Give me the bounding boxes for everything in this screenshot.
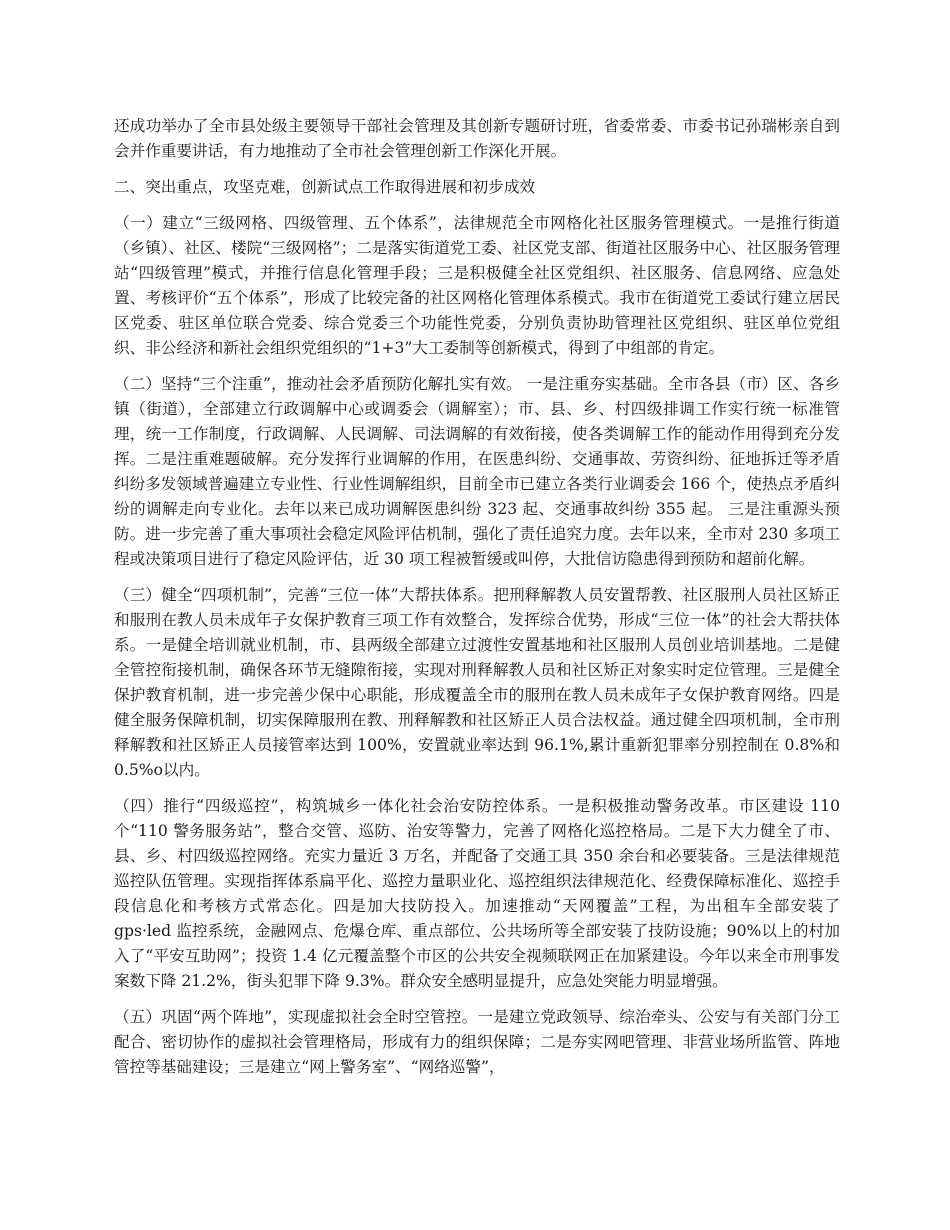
document-page [114,114,840,1091]
paragraph-item-3: （三）健全“四项机制”，完善“三位一体”大帮扶体系。把刑释解教人员安置帮教、社区服刑人员社区矫正和服刑在教人员未成年子女保护教育三项工作有效整合，发挥综合优势，形成“三位一体”的社会大帮扶体系。一是健全培训就业机制，市、县两级全部建立过渡性安置基地和社区服刑人员创业培训基地。二是健全管控衔接机制，确保各环节无缝隙衔接，实现对刑释解教人员和社区矫正对象实时定位管理。三是健全保护教育机制，进一步完善少保中心职能，形成覆盖全市的服刑在教人员未成年子女保护教育网络。四是健全服务保障机制，切实保障服刑在教、刑释解教和社区矫正人员合法权益。通过健全四项机制，全市刑释解教和社区矫正人员接管率达到 100%，安置就业率达到 96.1%,累计重新犯罪率分别控制在 0.8%和 0.5%o以内。 [114,586,840,779]
paragraph-intro: 还成功举办了全市县处级主要领导干部社会管理及其创新专题研讨班，省委常委、市委书记孙瑞彬亲自到会并作重要讲话，有力地推动了全市社会管理创新工作深化开展。 [114,117,840,160]
paragraph-item-5: （五）巩固“两个阵地”，实现虚拟社会全时空管控。一是建立党政领导、综治牵头、公安与有关部门分工配合、密切协作的虚拟社会管理格局，形成有力的组织保障；二是夯实网吧管理、非营业场所监管、阵地管控等基础建设；三是建立“网上警务室”、“网络巡警”， [114,1008,840,1076]
paragraph-item-1: （一）建立“三级网格、四级管理、五个体系”，法律规范全市网格化社区服务管理模式。一是推行街道（乡镇）、社区、楼院“三级网格”；二是落实街道党工委、社区党支部、街道社区服务中心、社区服务管理站“四级管理”模式，并推行信息化管理手段；三是积极健全社区党组织、社区服务、信息网络、应急处置、考核评价“五个体系”，形成了比较完备的社区网格化管理体系模式。我市在街道党工委试行建立居民区党委、驻区单位联合党委、综合党委三个功能性党委，分别负责协助管理社区党组织、驻区单位党组织、非公经济和新社会组织党组织的“1+3”大工委制等创新模式，得到了中组部的肯定。 [114,214,840,357]
paragraph-item-2: （二）坚持“三个注重”，推动社会矛盾预防化解扎实有效。 一是注重夯实基础。全市各县（市）区、各乡镇（街道），全部建立行政调解中心或调委会（调解室）；市、县、乡、村四级排调工作实行统一标准管理，统一工作制度，行政调解、人民调解、司法调解的有效衔接，使各类调解工作的能动作用得到充分发挥。二是注重难题破解。充分发挥行业调解的作用，在医患纠纷、交通事故、劳资纠纷、征地拆迁等矛盾纠纷多发领域普遍建立专业性、行业性调解组织，目前全市已建立各类行业调委会 166 个，使热点矛盾纠纷的调解走向专业化。去年以来已成功调解医患纠纷 323 起、交通事故纠纷 355 起。 三是注重源头预防。进一步完善了重大事项社会稳定风险评估机制，强化了责任追究力度。去年以来，全市对 230 多项工程或决策项目进行了稳定风险评估，近 30 项工程被暂缓或叫停，大批信访隐患得到预防和超前化解。 [114,375,840,568]
section-heading: 二、突出重点，攻坚克难，创新试点工作取得进展和初步成效 [114,178,536,196]
paragraph-item-4: （四）推行“四级巡控”，构筑城乡一体化社会治安防控体系。一是积极推动警务改革。市区建设 110 个“110 警务服务站”，整合交管、巡防、治安等警力，完善了网格化巡控格局。二是下大力健全了市、县、乡、村四级巡控网络。充实力量近 3 万名，并配备了交通工具 350 余台和必要装备。三是法律规范巡控队伍管理。实现指挥体系扁平化、巡控力量职业化、巡控组织法律规范化、经费保障标准化、巡控手段信息化和考核方式常态化。四是加大技防投入。加速推动“天网覆盖”工程，为出租车全部安装了 gps·led 监控系统，金融网点、危爆仓库、重点部位、公共场所等全部安装了技防设施；90%以上的村加入了“平安互助网”；投资 1.4 亿元覆盖整个市区的公共安全视频联网正在加紧建设。今年以来全市刑事发案数下降 21.2%，街头犯罪下降 9.3%。群众安全感明显提升，应急处突能力明显增强。 [114,797,840,990]
